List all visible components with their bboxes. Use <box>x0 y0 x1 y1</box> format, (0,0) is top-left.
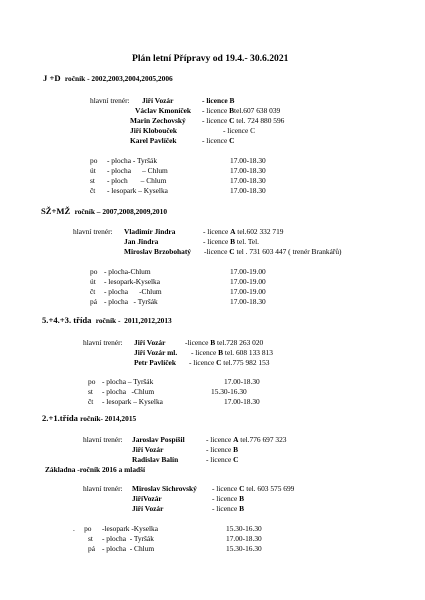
section-heading-jd <box>43 74 173 83</box>
coach-name: Radislav Balín <box>132 455 179 464</box>
schedule-place: - plocha -Chlum <box>104 287 162 296</box>
section-title: SŽ+MŽ <box>41 206 71 216</box>
section-heading-grades-2-1 <box>42 414 136 423</box>
coach-license: - licence B tel. Tel. <box>203 237 260 246</box>
schedule-day: st <box>88 534 93 543</box>
schedule-place: - plocha – Tyršák <box>102 377 154 386</box>
schedule-time: 17.00-18.30 <box>230 297 266 306</box>
schedule-place: - plocha – Chlum <box>107 166 168 175</box>
schedule-day: . po <box>73 524 92 533</box>
coach-name: Miroslav Brzobohatý <box>124 247 191 256</box>
schedule-day: čt <box>90 287 96 296</box>
schedule-day: po <box>88 377 96 386</box>
schedule-time: 17.00-18.30 <box>230 186 266 195</box>
schedule-place: - lesopark – Kyselka <box>102 397 163 406</box>
coach-license: - licence C tel.775 982 153 <box>189 358 270 367</box>
schedule-day: po <box>90 267 98 276</box>
schedule-time: 17.00-19.00 <box>230 267 266 276</box>
schedule-place: - plocha - Tyršák <box>107 156 158 165</box>
base-note: Základna -ročník 2016 a mladší <box>45 465 146 474</box>
schedule-place: - lesopark – Kyselka <box>107 186 168 195</box>
coach-license: - licence B <box>206 445 239 454</box>
coach-name: Jiří Vozár ml. <box>134 348 178 357</box>
schedule-day: st <box>90 176 95 185</box>
schedule-time: 15.30-16.30 <box>226 524 262 533</box>
coach-license: - licence Btel.607 638 039 <box>202 106 281 115</box>
section-years: ročník- 2014,2015 <box>80 414 137 423</box>
coach-license: - licence B <box>202 96 235 105</box>
schedule-place: -lesopark -Kyselka <box>102 524 159 533</box>
coach-license: - licence B tel. 608 133 813 <box>191 348 273 357</box>
schedule-time: 15.30-16.30 <box>211 387 247 396</box>
coach-name: Václav Kmoníček <box>135 106 192 115</box>
section-title: J +D <box>43 73 61 83</box>
schedule-time: 17.00-18.30 <box>230 156 266 165</box>
section-title: 5.+4.+3. třída <box>42 315 92 325</box>
coach-name: JiříVozár <box>132 494 162 503</box>
coach-role: hlavní trenér: <box>73 227 113 236</box>
coach-license: - licence B <box>212 494 245 503</box>
schedule-day: pá <box>90 297 97 306</box>
page-title: Plán letní Přípravy od 19.4.- 30.6.2021 <box>132 53 289 64</box>
coach-name: Jaroslav Pospíšil <box>132 435 185 444</box>
coach-license: - licence C tel. 724 880 596 <box>202 116 285 125</box>
schedule-day: po <box>90 156 98 165</box>
coach-name: Jan Jindra <box>124 237 159 246</box>
schedule-day: út <box>90 166 96 175</box>
schedule-time: 17.00-18.30 <box>230 176 266 185</box>
section-years: ročník – 2007,2008,2009,2010 <box>74 207 168 216</box>
coach-license: -licence B tel.728 263 020 <box>185 338 264 347</box>
section-heading-szmz <box>41 207 167 216</box>
schedule-day: čt <box>88 397 94 406</box>
schedule-place: - plocha -Chlum <box>102 387 155 396</box>
schedule-day: st <box>88 387 93 396</box>
schedule-day: pá <box>88 544 95 553</box>
section-years: ročník - 2002,2003,2004,2005,2006 <box>64 74 173 83</box>
coach-role: hlavní trenér: <box>83 484 123 493</box>
coach-name: Karel Pavlíček <box>130 136 177 145</box>
coach-license: - licence A tel.776 697 323 <box>206 435 287 444</box>
schedule-place: - plocha - Chlum <box>102 544 155 553</box>
coach-license: - licence C tel. 603 575 699 <box>212 484 295 493</box>
section-title: 2.+1.třída <box>42 413 78 423</box>
coach-role: hlavní trenér: <box>90 96 130 105</box>
coach-name: Jiří Klobouček <box>130 126 178 135</box>
schedule-time: 17.00-18.30 <box>224 377 260 386</box>
coach-role: hlavní trenér: <box>83 338 123 347</box>
schedule-time: 17.00-19.00 <box>230 277 266 286</box>
schedule-place: - ploch – Chlum <box>107 176 167 185</box>
coach-name: Miroslav Sichrovský <box>132 484 197 493</box>
coach-name: Vladimír Jindra <box>124 227 176 236</box>
coach-name: Jiří Vozár <box>132 445 164 454</box>
section-years: ročník - 2011,2012,2013 <box>95 316 172 325</box>
schedule-place: - plocha - Tyršák <box>104 297 158 306</box>
schedule-time: 17.00-18.30 <box>230 166 266 175</box>
schedule-time: 17.00-18.30 <box>226 534 262 543</box>
coach-name: Jiří Vozár <box>142 96 174 105</box>
coach-name: Jiří Vozár <box>134 338 166 347</box>
coach-license: - licence C <box>202 136 235 145</box>
schedule-day: čt <box>90 186 96 195</box>
schedule-time: 17.00-19.00 <box>230 287 266 296</box>
section-heading-grades-5-4-3 <box>42 316 172 325</box>
schedule-place: - plocha-Chlum <box>104 267 151 276</box>
coach-license: - licence A tel.602 332 719 <box>203 227 284 236</box>
coach-role: hlavní trenér: <box>83 435 123 444</box>
coach-name: Petr Pavlíček <box>134 358 176 367</box>
coach-license: -licence C tel . 731 603 447 ( trenér Brankářů) <box>204 247 342 256</box>
schedule-time: 17.00-18.30 <box>224 397 260 406</box>
schedule-time: 15.30-16.30 <box>226 544 262 553</box>
coach-name: Jiří Vozár <box>132 504 164 513</box>
schedule-place: - plocha - Tyršák <box>102 534 154 543</box>
coach-license: - licence C <box>206 455 239 464</box>
schedule-day: út <box>90 277 96 286</box>
coach-name: Marin Zechovský <box>130 116 186 125</box>
coach-license: - licence B <box>212 504 245 513</box>
coach-license: - licence C <box>223 126 256 135</box>
schedule-place: - lesopark-Kyselka <box>104 277 161 286</box>
